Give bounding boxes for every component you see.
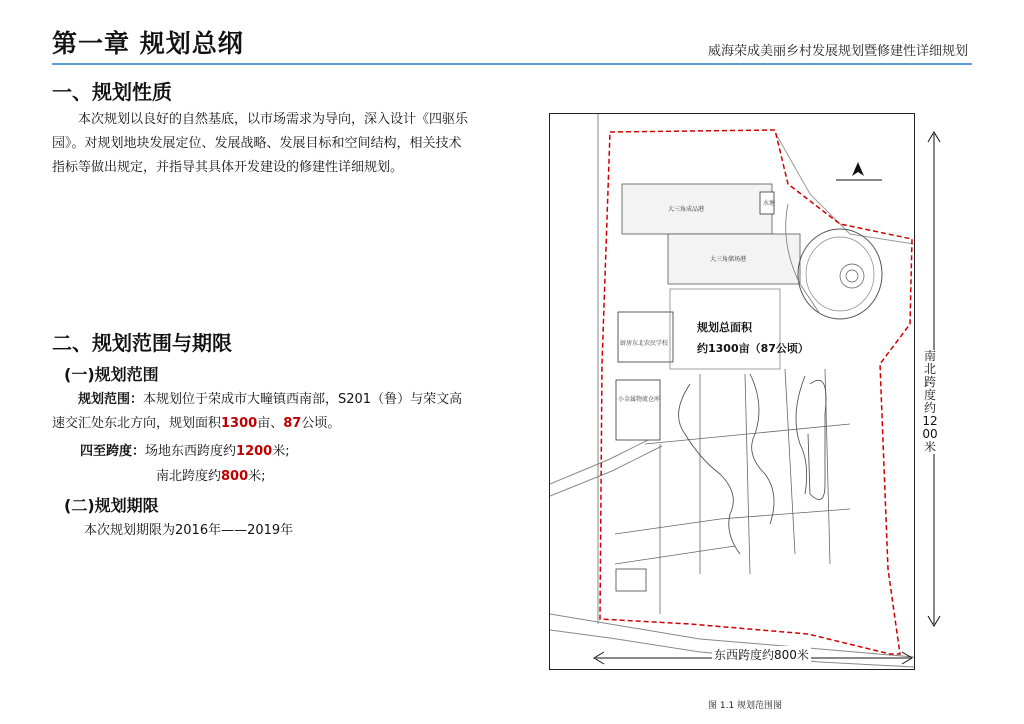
map-area-label — [697, 317, 809, 359]
map-label-school: 厨房东北农民学校 — [620, 340, 669, 347]
planning-period-text: 本次规划期限为2016年——2019年 — [84, 523, 294, 538]
planning-scope-paragraph — [52, 388, 472, 436]
ew-value: 1200 — [236, 444, 273, 459]
map-area-label-line2: 约1300亩（87公顷） — [697, 342, 809, 355]
subheading-planning-period: (二)规划期限 — [64, 496, 159, 515]
road-line — [776, 134, 914, 244]
circle-feature — [846, 270, 858, 282]
span-label: 四至跨度： — [80, 444, 146, 459]
plot-line — [645, 424, 850, 444]
ew-unit: 米; — [272, 444, 290, 459]
area-ha-value: 87 — [283, 416, 302, 431]
map-label-building-1: 大三角成品港 — [668, 206, 705, 213]
planning-nature-paragraph: 本次规划以良好的自然基底，以市场需求为导向，深入设计《四驱乐园》。对规划地块发展定位、发展战略、发展目标和空间结构，相关技术指标等做出规定，并指导其具体开发建设的修建性详细规划。 — [52, 112, 469, 175]
map-label-pond: 水塘 — [763, 200, 776, 207]
chapter-title: 第一章 规划总纲 — [52, 29, 244, 58]
scope-label: 规划范围： — [78, 392, 144, 407]
mu-unit: 亩、 — [257, 416, 284, 431]
ns-text: 南北跨度约 — [156, 469, 222, 484]
site-plan-drawing — [550, 114, 914, 669]
scope-text: 本规划位于荣成市大疃镇西南部，S201（鲁）与荣文高速交汇处东北方向，规划面积 — [52, 392, 463, 431]
road-line — [550, 434, 660, 484]
section-heading-scope-period: 二、规划范围与期限 — [52, 331, 232, 355]
header-divider — [52, 63, 972, 65]
loop-track — [808, 380, 826, 499]
winding-trail — [750, 374, 774, 524]
small-structure — [616, 569, 646, 591]
east-west-span-line — [80, 440, 290, 459]
winding-trail — [679, 384, 740, 554]
north-south-dimension-label: 南北跨度约1200米 — [922, 349, 938, 454]
map-area-label-line1: 规划总面积 — [697, 321, 752, 334]
document-title: 威海荣成美丽乡村发展规划暨修建性详细规划 — [707, 44, 968, 59]
plot-line — [785, 369, 795, 554]
ha-unit: 公顷。 — [301, 416, 341, 431]
ew-text: 场地东西跨度约 — [145, 444, 237, 459]
planning-scope-map — [549, 113, 915, 670]
plot-line — [615, 509, 850, 534]
building-block — [618, 312, 673, 362]
north-arrow-icon — [852, 162, 864, 176]
figure-caption: 图 1.1 规划范围图 — [708, 701, 783, 711]
winding-trail — [796, 376, 807, 494]
subheading-planning-scope: (一)规划范围 — [64, 365, 159, 384]
plot-line — [745, 374, 750, 574]
map-label-warehouse: 小金属物流仓库 — [618, 396, 661, 403]
north-south-span-line — [156, 465, 266, 484]
section-heading-planning-nature: 一、规划性质 — [52, 80, 172, 104]
east-west-dimension-label: 东西跨度约800米 — [714, 648, 809, 662]
ns-value: 800 — [221, 469, 249, 484]
ns-unit: 米; — [248, 469, 266, 484]
road-line — [550, 446, 662, 496]
building-block — [616, 380, 660, 440]
map-label-building-2: 大三角储场港 — [710, 256, 747, 263]
area-mu-value: 1300 — [221, 416, 258, 431]
plot-line — [615, 546, 735, 564]
circle-feature — [840, 264, 864, 288]
